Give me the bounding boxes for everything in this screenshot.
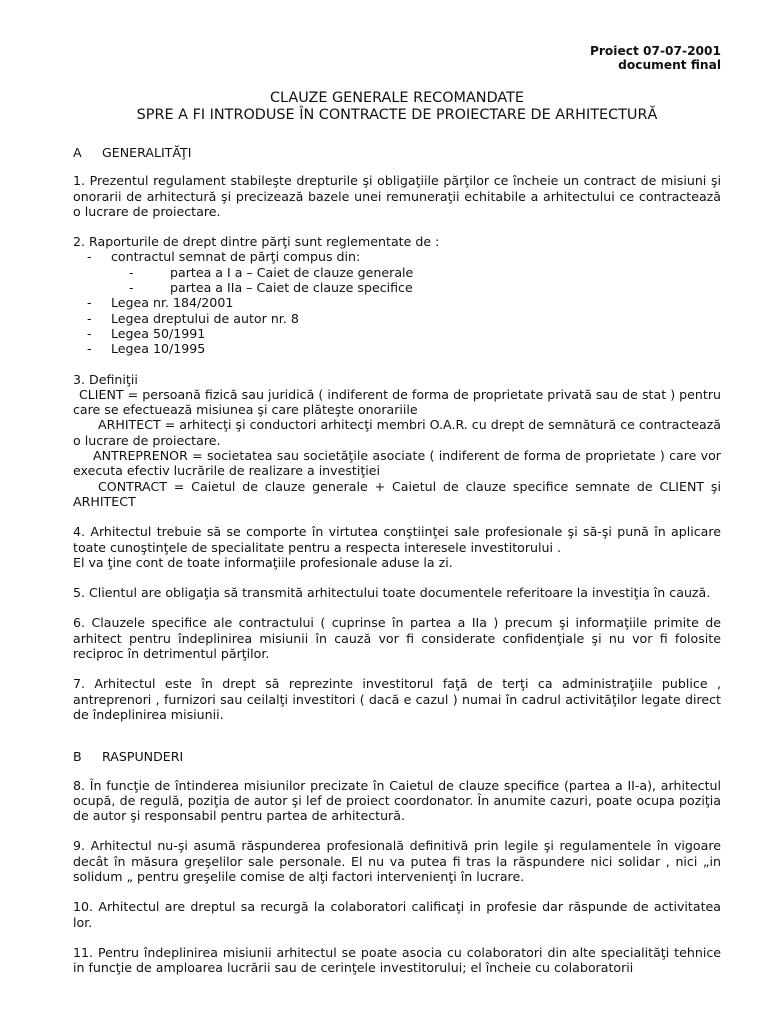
legal-list: [73, 249, 721, 356]
title-line-1: CLAUZE GENERALE RECOMANDATE: [269, 90, 525, 106]
list-item-law3: - Legea 50/1991: [73, 326, 721, 341]
document-page: [73, 44, 721, 975]
paragraph-1: 1. Prezentul regulament stabileşte drepturile şi obligaţiile părţilor ce încheie un contract de misiuni şi onorarii de arhitectură şi precizează bazele unei remuneraţii echitabile a arhitectului ce contractează o lucrare de proiectare.: [73, 173, 721, 219]
section-a-title: GENERALITĂŢI: [102, 145, 192, 160]
list-item-law1: - Legea nr. 184/2001: [73, 295, 721, 310]
definition-client: CLIENT = persoană fizică sau juridică ( indiferent de forma de proprietate privată sau de stat ) pentru care se efectuează misiunea şi care plăteşte onorariile: [73, 386, 721, 418]
paragraph-4-continued: El va ţine cont de toate informaţiile profesionale aduse la zi.: [73, 554, 453, 570]
paragraph-3-title: 3. Definiţii: [73, 371, 138, 387]
definition-antreprenor: ANTREPRENOR = societatea sau societăţile asociate ( indiferent de forma de proprietate ) care vor executa efectiv lucrările de realizare a investiţiei: [73, 448, 721, 479]
list-item-part1: - partea a I a – Caiet de clauze generale: [73, 265, 721, 280]
section-b-letter: B: [73, 749, 82, 765]
document-status: document final: [618, 58, 721, 72]
section-a-letter: A: [73, 145, 82, 160]
document-header: [73, 44, 721, 72]
paragraph-11: 11. Pentru îndeplinirea misiunii arhitectul se poate asocia cu colaboratori din alte specialităţi tehnice in funcţie de amploarea lucrării sau de cerinţele investitorului; el încheie cu colaboratorii: [73, 944, 721, 976]
list-item-law2: - Legea dreptului de autor nr. 8: [73, 311, 721, 326]
paragraph-7: 7. Arhitectul este în drept să reprezinte investitorul faţă de terţi ca administraţiile publice , antreprenori , furnizori sau ceilalţi investitori ( dacă e cazul ) numai în cadrul activităţilor legate direct de îndeplinirea misiunii.: [73, 676, 721, 722]
section-a-heading: [73, 145, 721, 160]
definition-contract: CONTRACT = Caietul de clauze generale + Caietul de clauze specifice semnate de CLIENT şi ARHITECT: [73, 478, 721, 509]
document-title: [73, 90, 721, 124]
definition-arhitect: ARHITECT = arhitecţi şi conductori arhitecţi membri O.A.R. cu drept de semnătură ce contractează o lucrare de proiectare.: [73, 417, 721, 448]
list-item-part2: - partea a IIa – Caiet de clauze specifice: [73, 280, 721, 295]
paragraph-2: 2. Raporturile de drept dintre părţi sunt reglementate de :: [73, 234, 440, 250]
list-item-contract: - contractul semnat de părţi compus din:: [73, 249, 721, 264]
project-date: Proiect 07-07-2001: [589, 44, 721, 58]
paragraph-10: 10. Arhitectul are dreptul sa recurgă la colaboratori calificaţi in profesie dar răspunde de activitatea lor.: [73, 899, 721, 930]
paragraph-4: 4. Arhitectul trebuie să se comporte în virtutea conştiinţei sale profesionale şi să-şi pună în aplicare toate cunoştinţele de specialitate pentru a respecta interesele investitorului .: [73, 524, 721, 555]
paragraph-6: 6. Clauzele specifice ale contractului ( cuprinse în partea a IIa ) precum şi informaţiile primite de arhitect pentru îndeplinirea misiunii în cauză vor fi considerate confidenţiale şi nu vor fi folosite reciproc în detrimentul părţilor.: [73, 615, 721, 662]
list-item-law4: - Legea 10/1995: [73, 341, 721, 356]
section-b-title: RASPUNDERI: [102, 749, 184, 765]
title-line-2: SPRE A FI INTRODUSE ÎN CONTRACTE DE PROIECTARE DE ARHITECTURĂ: [136, 107, 658, 123]
paragraph-8: 8. În funcţie de întinderea misiunilor precizate în Caietul de clauze specifice (partea a II-a), arhitectul ocupă, de regulă, poziţia de autor şi lef de proiect coordonator. În anumite cazuri, poate ocupa poziţia de autor şi responsabil pentru partea de arhitectură.: [73, 777, 721, 824]
paragraph-5: 5. Clientul are obligaţia să transmită arhitectului toate documentele referitoare la investiţia în cauză.: [73, 585, 711, 601]
paragraph-9: 9. Arhitectul nu-şi asumă răspunderea profesională definitivă prin legile şi regulamentele în vigoare decât în măsura greşelilor sale personale. El nu va putea fi tras la răspundere nici solidar , nici „in solidum „ pentru greşelile comise de alţi factori intervenienţi în lucrare.: [73, 838, 721, 884]
section-b-heading: [73, 749, 721, 764]
